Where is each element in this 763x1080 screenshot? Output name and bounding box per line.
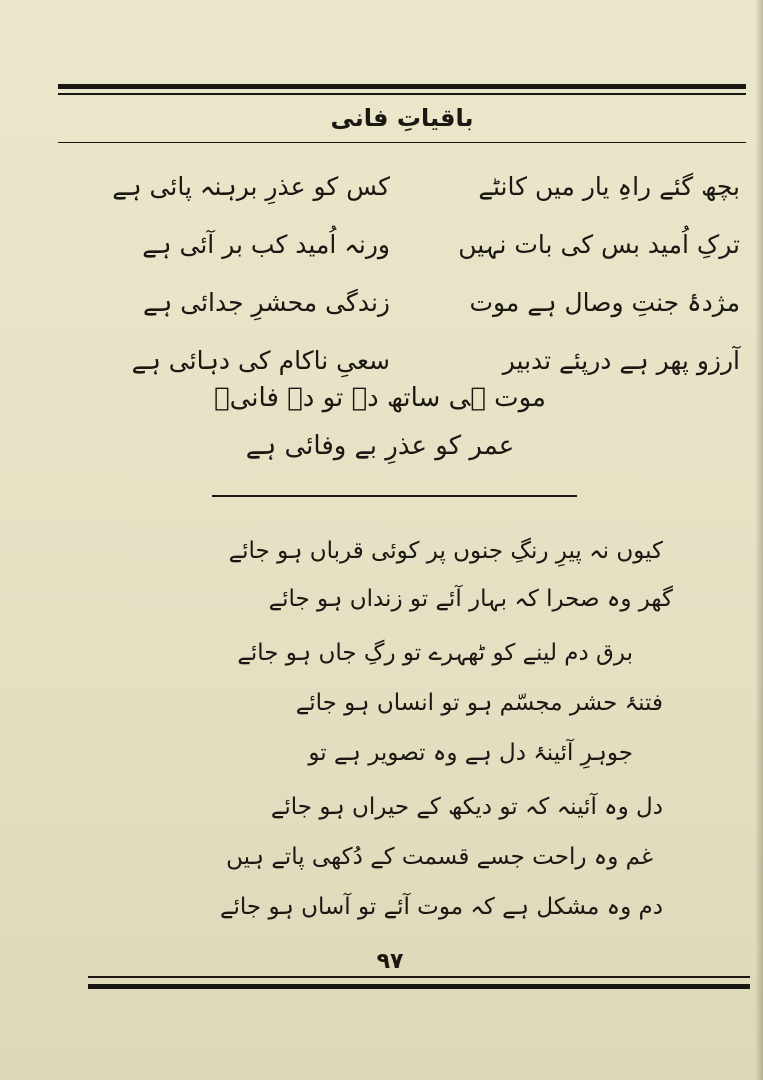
couplet-row	[70, 216, 740, 274]
ghazal-line: گھر وہ صحرا کہ بہار آئے تو زنداں ہو جائے	[268, 586, 673, 612]
misra-first: ترکِ اُمید بس کی بات نہیں	[458, 230, 740, 259]
misra-second: ورنہ اُمید کب بر آئی ہے	[142, 230, 390, 259]
header-underline	[58, 142, 746, 143]
ghazal-stanza-one	[70, 158, 740, 390]
section-divider	[212, 495, 577, 497]
header-rule-thick	[58, 84, 746, 89]
couplet-row	[70, 158, 740, 216]
maqta-line-one: موت ہی ساتھ دے تو دے فانیؔ	[214, 383, 546, 413]
maqta-line-two: عمر کو عذرِ بے وفائی ہے	[245, 431, 515, 461]
header-rule-thin	[58, 93, 746, 95]
ghazal-line: غم وہ راحت جسے قسمت کے دُکھی پاتے ہیں	[226, 844, 653, 870]
ghazal-line: برق دم لینے کو ٹھہرے تو رگِ جاں ہو جائے	[237, 640, 633, 666]
ghazal-line: جوہرِ آئینۂ دل ہے وہ تصویر ہے تو	[308, 740, 633, 766]
misra-second: کس کو عذرِ برہنہ پائی ہے	[112, 172, 390, 201]
misra-second: زندگی محشرِ جدائی ہے	[143, 288, 390, 317]
page-edge-shadow	[755, 0, 763, 1080]
misra-second: سعیِ ناکام کی دہائی ہے	[131, 346, 390, 375]
couplet-row	[70, 274, 740, 332]
ghazal-line: فتنۂ حشر مجسّم ہو تو انساں ہو جائے	[295, 690, 663, 716]
misra-first: مژدۂ جنتِ وصال ہے موت	[469, 288, 740, 317]
misra-first: آرزو پھر ہے درپئے تدبیر	[502, 346, 740, 375]
ghazal-line: دم وہ مشکل ہے کہ موت آئے تو آساں ہو جائے	[220, 894, 663, 920]
footer-rule-thick	[88, 984, 750, 989]
misra-first: بچھ گئے راہِ یار میں کانٹے	[478, 172, 740, 201]
running-header-title: باقیاتِ فانی	[330, 104, 474, 132]
footer-rule-thin	[88, 976, 750, 978]
page-number: ۹۷	[376, 949, 404, 974]
ghazal-line: کیوں نہ پیرِ رنگِ جنوں پر کوئی قرباں ہو جائے	[228, 538, 663, 564]
ghazal-line: دل وہ آئینہ کہ تو دیکھ کے حیراں ہو جائے	[270, 794, 663, 820]
